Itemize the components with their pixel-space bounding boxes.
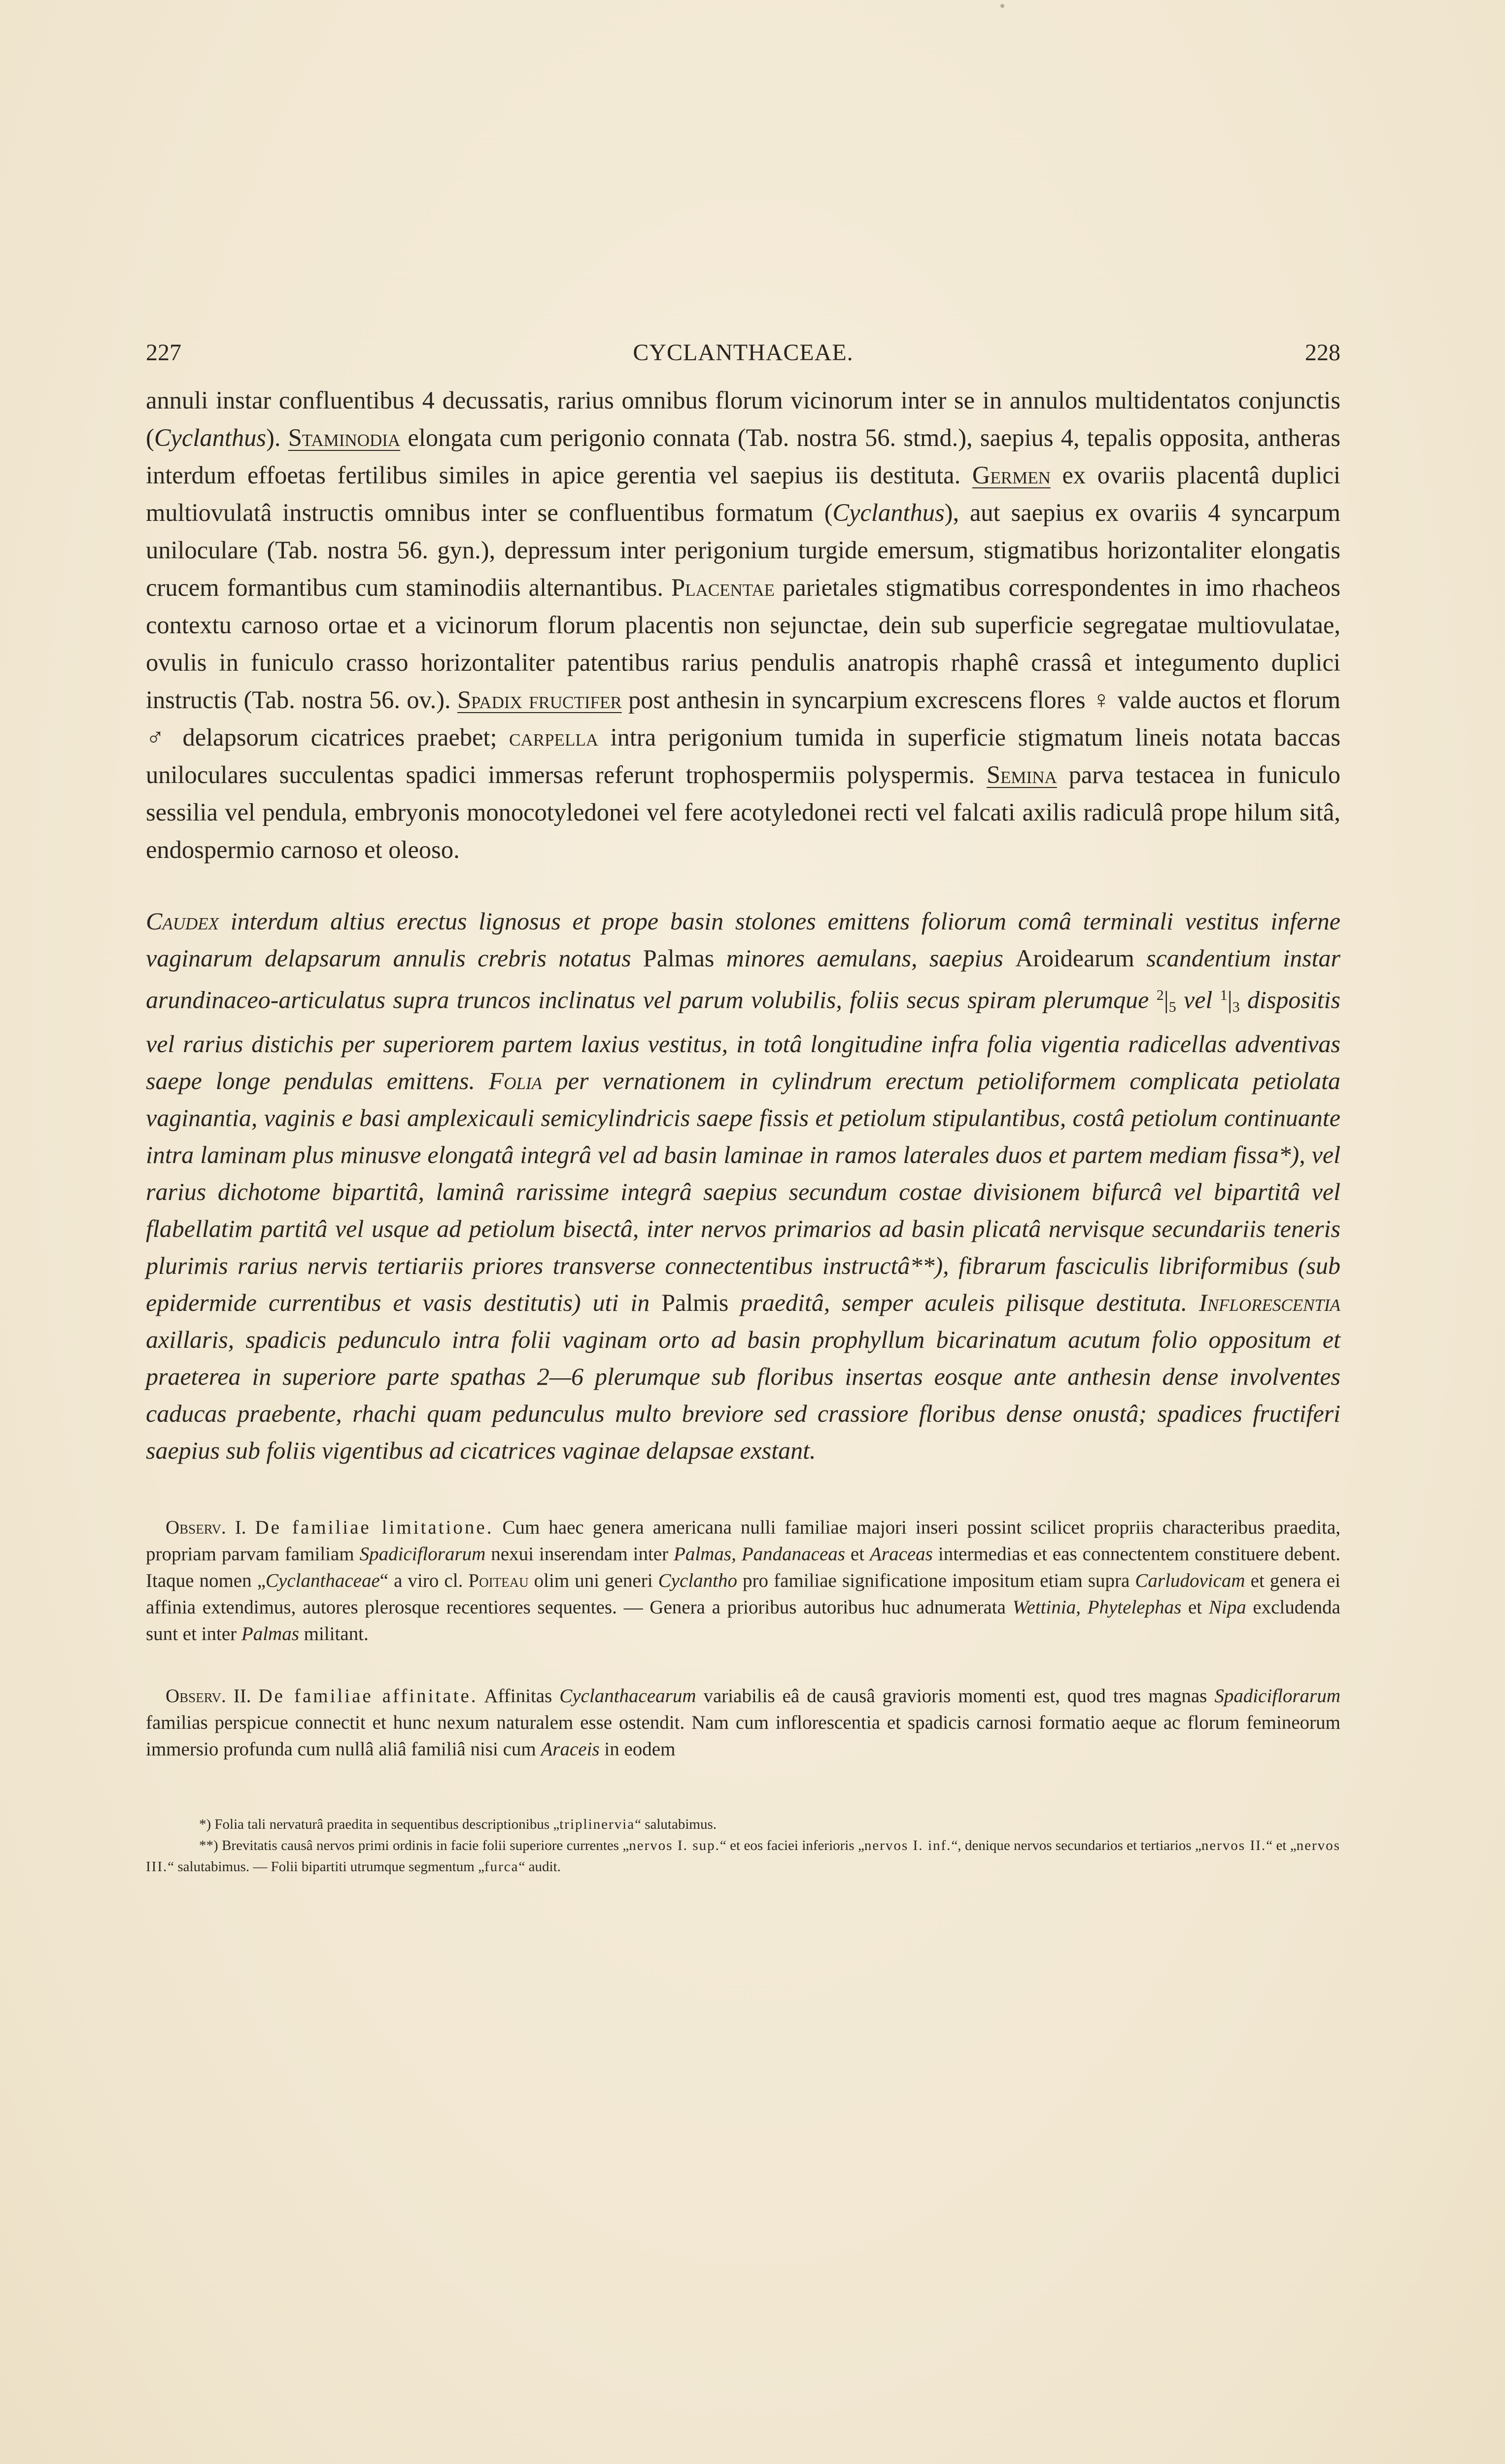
fn2-run: nervos II. [1201, 1838, 1266, 1853]
para1-run: Semina [986, 761, 1057, 788]
para2-c-run: Folia [488, 1067, 543, 1095]
fn2-run: nervos III. [146, 1838, 1341, 1875]
para2-a-run: Aroidearum [1015, 944, 1134, 972]
fn2-run: nervos I. sup. [629, 1838, 720, 1853]
obs1-run: De familiae limitatione. [255, 1517, 494, 1538]
fn1-run: triplinervia [559, 1816, 635, 1832]
habit-text-part-2 [1176, 986, 1220, 1014]
para2-a-run: Caudex [146, 907, 219, 935]
para1-run: Spadix fructifer [457, 686, 622, 714]
para1-run: Staminodia [288, 424, 401, 451]
para1-run: intra perigonium tumida in superficie stigmatum lineis notata baccas uniloculares succulentas spadici immersas referunt trophospermiis polyspermis. [146, 723, 1340, 788]
fn2-run: “, denique nervos secundarios et tertiarios „ [951, 1838, 1201, 1853]
para2-a-run: Palmas [643, 944, 715, 972]
footnote-2 [146, 1835, 1340, 1878]
obs1-run: olim uni generi [528, 1570, 658, 1591]
footnote-1 [146, 1814, 1340, 1835]
running-header [146, 325, 1340, 370]
para1-run: ). [266, 424, 288, 451]
para1-run: Cyclanthus [832, 499, 945, 526]
para1-run: carpella [509, 723, 598, 751]
fraction-b-bar: | [1227, 986, 1232, 1014]
obs1-run: Nipa [1208, 1597, 1246, 1618]
obs2-run: Observ. II. [166, 1685, 251, 1707]
obs1-run: pro familiae significatione impositum etiam supra [737, 1570, 1135, 1591]
fraction-b-numerator: 1 [1220, 987, 1228, 1003]
para1-run: annuli instar confluentibus 4 decussatis, rarius omnibus florum vicinorum inter se in annulos multidentatos conjunctis ( [146, 386, 1340, 451]
fn2-run: **) Brevitatis causâ nervos primi ordinis in facie folii superiore currentes „ [199, 1838, 629, 1853]
obs1-run: nexui inserendam inter [485, 1543, 674, 1565]
fraction-a-bar: | [1163, 986, 1169, 1014]
obs1-run: Cum haec genera americana nulli familiae majori inseri possint scilicet propriis characteribus praedita, propriam parvam familiam [146, 1517, 1341, 1565]
obs1-run: Carludovicam [1135, 1570, 1245, 1591]
para2-c-run: axillaris, spadicis pedunculo intra folii vaginam orto ad basin prophyllum bicarinatum acutum folio oppositum et praeterea in superiore parte spathas 2—6 plerumque sub floribus insertas eosque ante anthesin dense involventes caducas praebente, rhachi quam pedunculus multo breviore sed crassiore floribus dense onustâ; spadices fructiferi saepius sub foliis vigentibus ad cicatrices vaginae delapsae exstant. [146, 1326, 1340, 1464]
para2-c-run: Inflorescentia [1199, 1289, 1340, 1316]
obs2-run: Affinitas [478, 1685, 560, 1707]
page-number-right: 228 [1305, 340, 1340, 366]
fn2-run: nervos I. inf. [864, 1838, 952, 1853]
obs1-run: et [845, 1543, 870, 1565]
para1-run: parietales stigmatibus correspondentes in imo rhacheos contextu carnoso ortae et a vicinorum florum placentis non sejunctae, dein sub superficie segregatae multiovulatae, ovulis in funiculo crasso horizontaliter patentibus rarius pendulis anatropis rhaphê crassâ et integumento duplici instructis (Tab. nostra 56. ov.). [146, 574, 1340, 714]
obs1-run: “ a viro cl. [379, 1570, 469, 1591]
para2-b-run: vel [1176, 986, 1220, 1014]
fn2-run: “ audit. [518, 1859, 561, 1875]
fraction-a-numerator: 2 [1156, 987, 1164, 1003]
paper-speck [1000, 4, 1004, 8]
obs2-run: Cyclanthacearum [559, 1685, 696, 1707]
para2-c-run: per vernationem in cylindrum erectum petioliformem complicata petiolata vaginantia, vaginis e basi amplexicauli semicylindricis saepe fissis et petiolum stipulantibus, costâ petiolum continuante intra laminam plus minusve elongatâ integrâ vel ad basin laminae in ramos laterales duos et partem mediam fissa*), vel rarius dichotome bipartitâ, laminâ rarissime integrâ saepius secundum costae divisionem bifurcâ vel bipartitâ vel flabellatim partitâ vel usque ad petiolum bisectâ, inter nervos primarios ad basin plicatâ nervisque secundariis teneris plurimis rarius nervis tertiariis priores transverse connectentibus instructâ**), fibrarum fasciculis libriformibus (sub epidermide currentibus et vasis destitutis) uti in [146, 1067, 1340, 1316]
para2-c-run: Palmis [661, 1289, 729, 1316]
habit-paragraph [146, 903, 1340, 1469]
page-content [146, 325, 1340, 1878]
obs1-run: militant. [299, 1623, 369, 1644]
habit-text-part-3 [146, 986, 1340, 1465]
obs2-run: variabilis eâ de causâ gravioris momenti est, quod tres magnas [696, 1685, 1215, 1707]
obs1-run: excludenda sunt et inter [146, 1597, 1340, 1644]
obs2-run: Araceis [541, 1739, 600, 1760]
observation-2 [146, 1683, 1340, 1763]
obs1-run: Wettinia, Phytelephas [1012, 1597, 1182, 1618]
obs2-run: Spadiciflorarum [1214, 1685, 1341, 1707]
para1-run: ), aut saepius ex ovariis 4 syncarpum uniloculare (Tab. nostra 56. gyn.), depressum inter perigonium turgide emersum, stigmatibus horizontaliter elongatis crucem formantibus cum staminodiis alternantibus. [146, 499, 1340, 601]
footnotes [146, 1814, 1340, 1878]
obs1-run: intermedias et eas connectentem constituere debent. Itaque nomen „ [146, 1543, 1340, 1591]
para1-run: post anthesin in syncarpium excrescens flores ♀ valde auctos et florum ♂ delapsorum cicatrices praebet; [146, 686, 1340, 751]
obs2-run: in eodem [599, 1739, 676, 1760]
running-title: CYCLANTHACEAE. [633, 340, 854, 366]
obs1-run [246, 1517, 255, 1538]
observation-1 [146, 1514, 1340, 1647]
para1-run: ex ovariis placentâ duplici multiovulatâ instructis omnibus inter se confluentibus formatum ( [146, 461, 1340, 526]
fn2-run: “ et „ [1266, 1838, 1297, 1853]
obs1-run: Poiteau [468, 1570, 529, 1591]
obs1-run: Spadiciflorarum [359, 1543, 486, 1565]
fraction-a-denominator: 5 [1168, 999, 1176, 1015]
para1-run: Placentae [671, 574, 775, 601]
obs1-run: Araceas [870, 1543, 933, 1565]
obs1-run: Palmas [241, 1623, 299, 1644]
para1-run: Cyclanthus [154, 424, 267, 451]
fn2-run: furca [484, 1859, 519, 1875]
obs2-run [251, 1685, 259, 1707]
para2-a-run: minores aemulans, saepius [714, 944, 1016, 972]
fn1-run: “ salutabimus. [635, 1816, 717, 1832]
para1-run: parva testacea in funiculo sessilia vel pendula, embryonis monocotyledonei vel fere acotyledonei recti vel falcati axilis radiculâ prope hilum sitâ, endospermio carnoso et oleoso. [146, 761, 1340, 863]
fraction-b-denominator: 3 [1232, 999, 1240, 1015]
para1-run: elongata cum perigonio connata (Tab. nostra 56. stmd.), saepius 4, tepalis opposita, antheras interdum effoetas fertilibus similes in apice gerentia vel saepius iis destituta. [146, 424, 1340, 489]
para2-c-run: praeditâ, semper aculeis pilisque destituta. [728, 1289, 1199, 1316]
obs1-run: Observ. I. [166, 1517, 246, 1538]
obs1-run: Palmas, Pandanaceas [674, 1543, 845, 1565]
para2-a-run: scandentium instar arundinaceo-articulatus supra truncos inclinatus vel parum volubilis, foliis secus spiram plerumque [146, 944, 1341, 1014]
para2-c-run: dispositis vel rarius distichis per superiorem partem laxius vestitus, in totâ longitudine infra folia vigentia radicellas adventivas saepe longe pendulas emittens. [146, 986, 1340, 1095]
obs1-run: Cyclanthaceae [266, 1570, 380, 1591]
obs1-run: Cyclantho [658, 1570, 737, 1591]
obs1-run: et genera ei affinia extendimus, autores plerosque recentiores sequentes. — Genera a prioribus autoribus huc adnumerata [146, 1570, 1340, 1618]
description-paragraph [146, 381, 1340, 868]
obs2-run: De familiae affinitate. [258, 1685, 478, 1707]
page-number-left: 227 [146, 340, 181, 366]
obs2-run: familias perspicue connectit et hunc nexum naturalem esse ostendit. Nam cum inflorescentia et spadicis carnosi formatio aeque ac florum femineorum immersio profunda cum nullâ aliâ familiâ nisi cum [146, 1712, 1340, 1760]
fn2-run: “ salutabimus. — Folii bipartiti utrumque segmentum „ [168, 1859, 484, 1875]
para1-run: Germen [972, 461, 1051, 489]
fn1-run: *) Folia tali nervaturâ praedita in sequentibus descriptionibus „ [199, 1816, 560, 1832]
para2-a-run: interdum altius erectus lignosus et prope basin stolones emittens foliorum comâ terminali vestitus inferne vaginarum delapsarum annulis crebris notatus [146, 907, 1340, 972]
fn2-run: “ et eos faciei inferioris „ [719, 1838, 864, 1853]
obs1-run: et [1181, 1597, 1209, 1618]
